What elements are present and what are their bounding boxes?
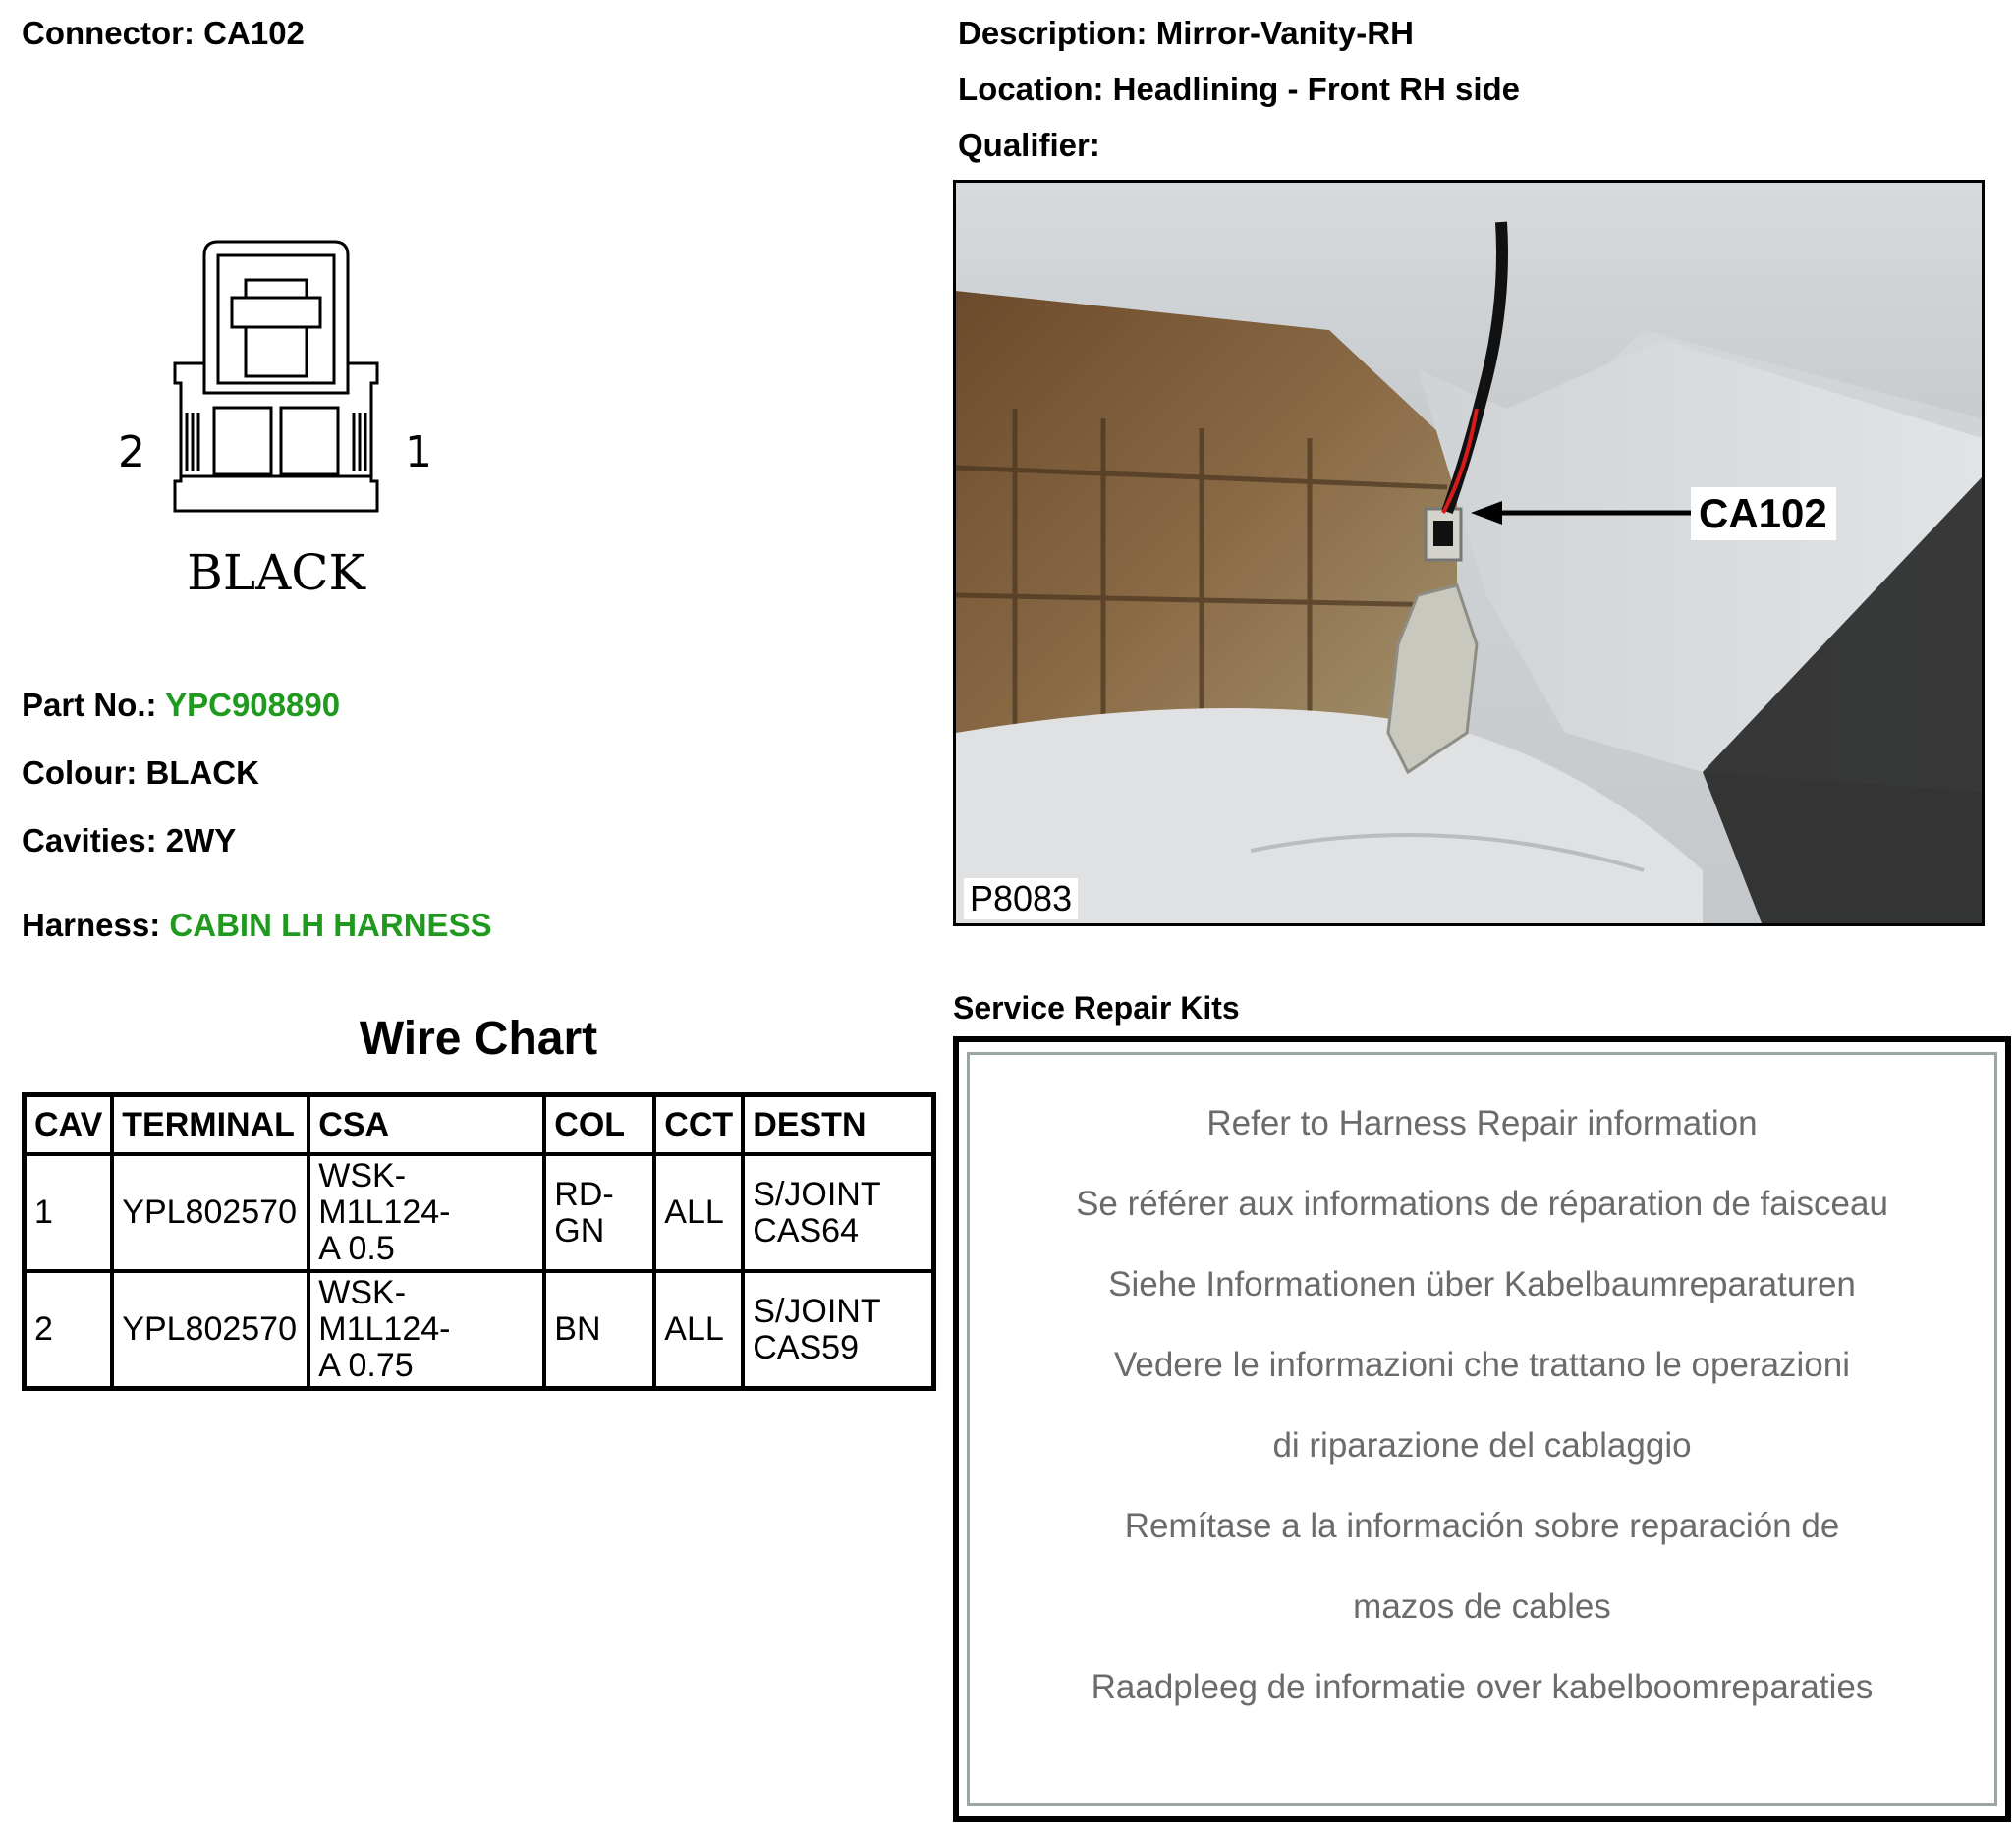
- pin-1-label: 1: [405, 427, 432, 477]
- photo-figure-id: P8083: [964, 878, 1078, 919]
- destn-line: CAS64: [753, 1211, 859, 1249]
- location-value: Headlining - Front RH side: [1112, 71, 1520, 107]
- cell-csa: [308, 1271, 544, 1389]
- qualifier-field: [958, 126, 1100, 165]
- service-repair-kits-panel: [967, 1052, 1997, 1806]
- wire-chart-title: Wire Chart: [359, 1013, 598, 1065]
- part-no-link[interactable]: YPC908890: [165, 687, 341, 723]
- service-repair-kits-title: Service Repair Kits: [953, 990, 1240, 1026]
- colour-value: BLACK: [145, 754, 259, 791]
- kit-line: Refer to Harness Repair information: [1206, 1104, 1758, 1142]
- table-row: [25, 1154, 934, 1271]
- cavities-field: [22, 821, 236, 860]
- cell-cct: ALL: [654, 1271, 743, 1389]
- cell-destn: [743, 1271, 933, 1389]
- description-value: Mirror-Vanity-RH: [1155, 15, 1414, 51]
- cavities-value: 2WY: [165, 822, 237, 859]
- connector-label: Connector:: [22, 15, 195, 51]
- col-line: GN: [554, 1211, 605, 1249]
- service-repair-kits-box: [953, 1036, 2011, 1822]
- wire-chart-header-row: [25, 1095, 934, 1155]
- connector-color-label: BLACK: [187, 544, 365, 601]
- cell-col: BN: [544, 1271, 654, 1389]
- harness-link[interactable]: CABIN LH HARNESS: [169, 907, 492, 943]
- cell-col: [544, 1154, 654, 1271]
- kit-line: di riparazione del cablaggio: [1272, 1426, 1692, 1465]
- header-cav: CAV: [25, 1095, 113, 1155]
- cell-cct: ALL: [654, 1154, 743, 1271]
- description-label: Description:: [958, 15, 1148, 51]
- location-field: [958, 70, 1520, 109]
- header-cct: CCT: [654, 1095, 743, 1155]
- harness-label: Harness:: [22, 907, 161, 943]
- header-col: COL: [544, 1095, 654, 1155]
- photo-callout-label: CA102: [1699, 490, 1827, 536]
- connector-value: CA102: [203, 15, 305, 51]
- description-field: [958, 14, 1414, 53]
- kit-line: Remítase a la información sobre reparación de: [1124, 1507, 1840, 1545]
- photo-illustration: [956, 183, 1982, 923]
- colour-label: Colour:: [22, 754, 138, 791]
- destn-line: S/JOINT: [753, 1292, 881, 1330]
- csa-line: WSK-M1L124-: [318, 1157, 451, 1231]
- connector-field: [22, 14, 305, 53]
- table-row: [25, 1271, 934, 1389]
- location-photo: [953, 180, 1985, 926]
- pin-2-label: 2: [118, 427, 145, 477]
- connector-face-diagram: [98, 226, 472, 619]
- kit-line: Raadpleeg de informatie over kabelboomreparaties: [1091, 1668, 1874, 1706]
- cell-terminal: YPL802570: [112, 1271, 308, 1389]
- part-no-field: [22, 686, 340, 725]
- cavities-label: Cavities:: [22, 822, 157, 859]
- harness-field: [22, 906, 492, 945]
- cell-csa: [308, 1154, 544, 1271]
- cell-destn: [743, 1154, 933, 1271]
- cell-cav: 1: [25, 1154, 113, 1271]
- csa-line: WSK-M1L124-: [318, 1274, 451, 1348]
- header-csa: CSA: [308, 1095, 544, 1155]
- destn-line: S/JOINT: [753, 1175, 881, 1213]
- part-no-label: Part No.:: [22, 687, 157, 723]
- kit-line: Se référer aux informations de réparation de faisceau: [1076, 1185, 1888, 1223]
- cell-terminal: YPL802570: [112, 1154, 308, 1271]
- kit-line: mazos de cables: [1353, 1587, 1611, 1626]
- wire-chart-table: [22, 1092, 936, 1391]
- destn-line: CAS59: [753, 1328, 859, 1366]
- header-terminal: TERMINAL: [112, 1095, 308, 1155]
- header-destn: DESTN: [743, 1095, 933, 1155]
- col-line: RD-: [554, 1175, 614, 1213]
- qualifier-label: Qualifier:: [958, 127, 1100, 163]
- colour-field: [22, 753, 259, 793]
- csa-line: A 0.5: [318, 1230, 395, 1267]
- csa-line: A 0.75: [318, 1347, 414, 1384]
- kit-line: Vedere le informazioni che trattano le operazioni: [1113, 1346, 1851, 1384]
- cell-cav: 2: [25, 1271, 113, 1389]
- kit-line: Siehe Informationen über Kabelbaumreparaturen: [1108, 1265, 1856, 1303]
- location-label: Location:: [958, 71, 1104, 107]
